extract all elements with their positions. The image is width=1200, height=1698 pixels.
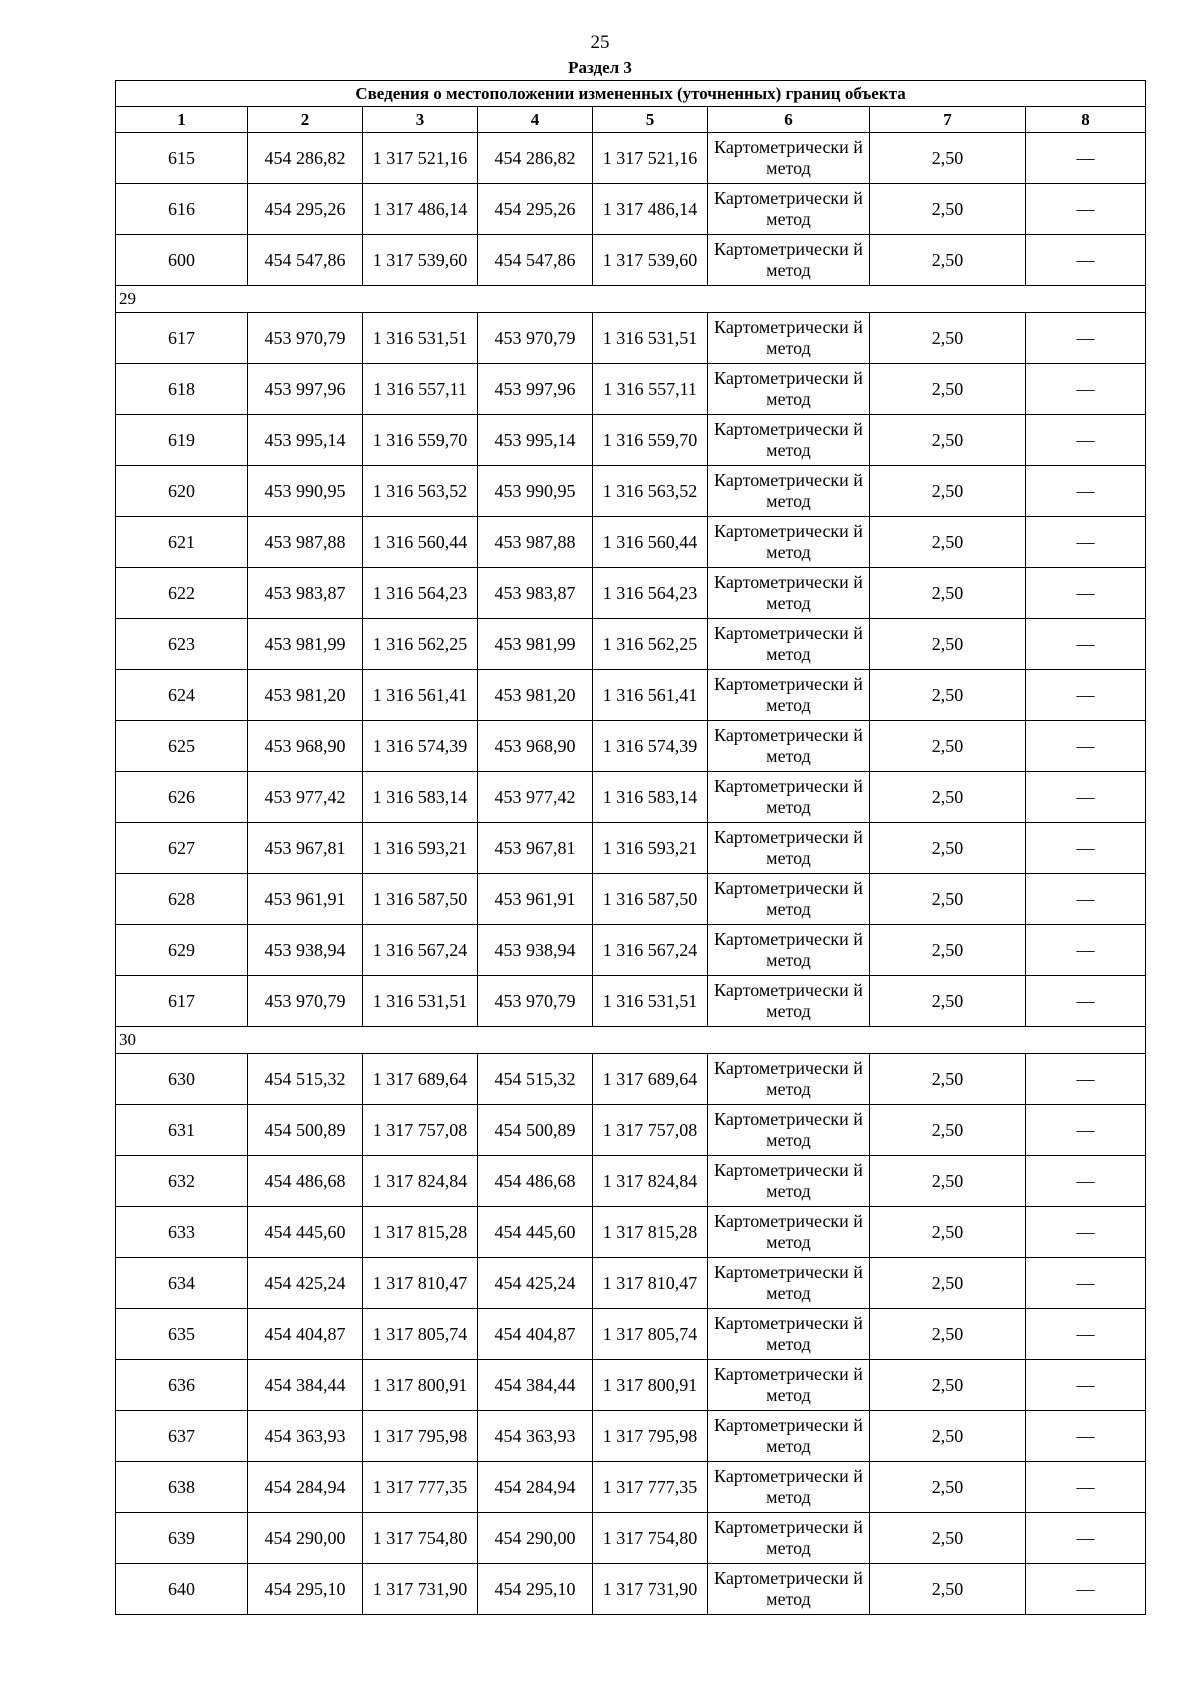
x-new-cell: 453 983,87 — [478, 568, 593, 619]
x-new-cell: 454 486,68 — [478, 1156, 593, 1207]
description-cell: — — [1026, 619, 1146, 670]
method-cell: Картометрически й метод — [708, 568, 870, 619]
point-number-cell: 621 — [116, 517, 248, 568]
contour-label-row — [116, 1027, 1146, 1054]
description-cell: — — [1026, 823, 1146, 874]
x-existing-cell: 454 290,00 — [248, 1513, 363, 1564]
table-row — [116, 364, 1146, 415]
x-existing-cell: 453 938,94 — [248, 925, 363, 976]
y-new-cell: 1 317 805,74 — [593, 1309, 708, 1360]
x-existing-cell: 454 486,68 — [248, 1156, 363, 1207]
table-row — [116, 1207, 1146, 1258]
table-row — [116, 133, 1146, 184]
description-cell: — — [1026, 1360, 1146, 1411]
y-existing-cell: 1 317 815,28 — [363, 1207, 478, 1258]
x-new-cell: 454 363,93 — [478, 1411, 593, 1462]
description-cell: — — [1026, 1156, 1146, 1207]
y-existing-cell: 1 316 559,70 — [363, 415, 478, 466]
x-new-cell: 453 967,81 — [478, 823, 593, 874]
x-new-cell: 453 990,95 — [478, 466, 593, 517]
x-existing-cell: 454 500,89 — [248, 1105, 363, 1156]
description-cell: — — [1026, 670, 1146, 721]
point-number-cell: 637 — [116, 1411, 248, 1462]
accuracy-cell: 2,50 — [870, 772, 1026, 823]
y-new-cell: 1 316 587,50 — [593, 874, 708, 925]
point-number-cell: 624 — [116, 670, 248, 721]
x-existing-cell: 454 384,44 — [248, 1360, 363, 1411]
x-new-cell: 454 284,94 — [478, 1462, 593, 1513]
table-row — [116, 619, 1146, 670]
description-cell: — — [1026, 1411, 1146, 1462]
y-existing-cell: 1 317 754,80 — [363, 1513, 478, 1564]
y-existing-cell: 1 316 583,14 — [363, 772, 478, 823]
description-cell: — — [1026, 313, 1146, 364]
description-cell: — — [1026, 517, 1146, 568]
contour-label-row — [116, 286, 1146, 313]
table-body — [116, 133, 1146, 1615]
point-number-cell: 617 — [116, 313, 248, 364]
table-row — [116, 517, 1146, 568]
table-row — [116, 184, 1146, 235]
x-new-cell: 453 997,96 — [478, 364, 593, 415]
accuracy-cell: 2,50 — [870, 1258, 1026, 1309]
column-number: 2 — [248, 107, 363, 133]
method-cell: Картометрически й метод — [708, 1105, 870, 1156]
point-number-cell: 618 — [116, 364, 248, 415]
description-cell: — — [1026, 1564, 1146, 1615]
y-new-cell: 1 316 531,51 — [593, 976, 708, 1027]
y-new-cell: 1 316 561,41 — [593, 670, 708, 721]
x-new-cell: 453 981,99 — [478, 619, 593, 670]
method-cell: Картометрически й метод — [708, 466, 870, 517]
y-existing-cell: 1 316 560,44 — [363, 517, 478, 568]
point-number-cell: 616 — [116, 184, 248, 235]
table-row — [116, 1054, 1146, 1105]
table-row — [116, 721, 1146, 772]
y-new-cell: 1 317 539,60 — [593, 235, 708, 286]
table-row — [116, 1411, 1146, 1462]
y-existing-cell: 1 317 539,60 — [363, 235, 478, 286]
description-cell: — — [1026, 1105, 1146, 1156]
y-existing-cell: 1 316 557,11 — [363, 364, 478, 415]
x-new-cell: 453 995,14 — [478, 415, 593, 466]
column-number: 1 — [116, 107, 248, 133]
accuracy-cell: 2,50 — [870, 517, 1026, 568]
x-new-cell: 454 404,87 — [478, 1309, 593, 1360]
table-row — [116, 1513, 1146, 1564]
accuracy-cell: 2,50 — [870, 874, 1026, 925]
table-row — [116, 415, 1146, 466]
y-existing-cell: 1 316 563,52 — [363, 466, 478, 517]
x-existing-cell: 454 515,32 — [248, 1054, 363, 1105]
table-row — [116, 1309, 1146, 1360]
accuracy-cell: 2,50 — [870, 976, 1026, 1027]
y-new-cell: 1 316 567,24 — [593, 925, 708, 976]
description-cell: — — [1026, 976, 1146, 1027]
point-number-cell: 629 — [116, 925, 248, 976]
accuracy-cell: 2,50 — [870, 133, 1026, 184]
accuracy-cell: 2,50 — [870, 1411, 1026, 1462]
accuracy-cell: 2,50 — [870, 364, 1026, 415]
y-existing-cell: 1 316 562,25 — [363, 619, 478, 670]
point-number-cell: 631 — [116, 1105, 248, 1156]
method-cell: Картометрически й метод — [708, 721, 870, 772]
y-new-cell: 1 317 810,47 — [593, 1258, 708, 1309]
x-existing-cell: 453 961,91 — [248, 874, 363, 925]
column-number: 5 — [593, 107, 708, 133]
method-cell: Картометрически й метод — [708, 235, 870, 286]
x-new-cell: 453 938,94 — [478, 925, 593, 976]
method-cell: Картометрически й метод — [708, 976, 870, 1027]
x-new-cell: 453 987,88 — [478, 517, 593, 568]
contour-label: 30 — [116, 1027, 1146, 1054]
x-existing-cell: 454 547,86 — [248, 235, 363, 286]
description-cell: — — [1026, 1207, 1146, 1258]
description-cell: — — [1026, 721, 1146, 772]
point-number-cell: 634 — [116, 1258, 248, 1309]
description-cell: — — [1026, 184, 1146, 235]
accuracy-cell: 2,50 — [870, 823, 1026, 874]
x-new-cell: 454 425,24 — [478, 1258, 593, 1309]
accuracy-cell: 2,50 — [870, 466, 1026, 517]
x-existing-cell: 454 445,60 — [248, 1207, 363, 1258]
y-existing-cell: 1 317 805,74 — [363, 1309, 478, 1360]
x-existing-cell: 454 284,94 — [248, 1462, 363, 1513]
description-cell: — — [1026, 415, 1146, 466]
x-new-cell: 454 515,32 — [478, 1054, 593, 1105]
y-new-cell: 1 317 795,98 — [593, 1411, 708, 1462]
method-cell: Картометрически й метод — [708, 517, 870, 568]
point-number-cell: 638 — [116, 1462, 248, 1513]
table-row — [116, 568, 1146, 619]
table-row — [116, 313, 1146, 364]
method-cell: Картометрически й метод — [708, 133, 870, 184]
y-existing-cell: 1 316 531,51 — [363, 313, 478, 364]
y-new-cell: 1 316 562,25 — [593, 619, 708, 670]
point-number-cell: 619 — [116, 415, 248, 466]
y-new-cell: 1 316 574,39 — [593, 721, 708, 772]
description-cell: — — [1026, 874, 1146, 925]
method-cell: Картометрически й метод — [708, 184, 870, 235]
y-new-cell: 1 316 559,70 — [593, 415, 708, 466]
x-new-cell: 453 970,79 — [478, 313, 593, 364]
x-existing-cell: 454 295,10 — [248, 1564, 363, 1615]
x-existing-cell: 453 995,14 — [248, 415, 363, 466]
column-number: 7 — [870, 107, 1026, 133]
x-existing-cell: 453 970,79 — [248, 313, 363, 364]
column-number: 3 — [363, 107, 478, 133]
y-existing-cell: 1 316 567,24 — [363, 925, 478, 976]
method-cell: Картометрически й метод — [708, 1156, 870, 1207]
description-cell: — — [1026, 1462, 1146, 1513]
point-number-cell: 617 — [116, 976, 248, 1027]
description-cell: — — [1026, 1309, 1146, 1360]
x-new-cell: 454 445,60 — [478, 1207, 593, 1258]
x-new-cell: 454 286,82 — [478, 133, 593, 184]
y-new-cell: 1 316 563,52 — [593, 466, 708, 517]
y-existing-cell: 1 317 824,84 — [363, 1156, 478, 1207]
point-number-cell: 620 — [116, 466, 248, 517]
y-new-cell: 1 317 754,80 — [593, 1513, 708, 1564]
point-number-cell: 626 — [116, 772, 248, 823]
table-row — [116, 874, 1146, 925]
table-row — [116, 925, 1146, 976]
y-new-cell: 1 317 815,28 — [593, 1207, 708, 1258]
description-cell: — — [1026, 568, 1146, 619]
accuracy-cell: 2,50 — [870, 1462, 1026, 1513]
x-existing-cell: 453 981,20 — [248, 670, 363, 721]
x-new-cell: 454 290,00 — [478, 1513, 593, 1564]
x-existing-cell: 453 970,79 — [248, 976, 363, 1027]
y-existing-cell: 1 317 731,90 — [363, 1564, 478, 1615]
method-cell: Картометрически й метод — [708, 619, 870, 670]
column-number: 4 — [478, 107, 593, 133]
method-cell: Картометрически й метод — [708, 925, 870, 976]
x-new-cell: 454 500,89 — [478, 1105, 593, 1156]
coordinates-table — [115, 80, 1146, 1615]
description-cell: — — [1026, 1258, 1146, 1309]
y-new-cell: 1 317 486,14 — [593, 184, 708, 235]
point-number-cell: 630 — [116, 1054, 248, 1105]
accuracy-cell: 2,50 — [870, 1360, 1026, 1411]
point-number-cell: 636 — [116, 1360, 248, 1411]
table-row — [116, 1360, 1146, 1411]
method-cell: Картометрически й метод — [708, 1258, 870, 1309]
point-number-cell: 600 — [116, 235, 248, 286]
x-existing-cell: 454 286,82 — [248, 133, 363, 184]
accuracy-cell: 2,50 — [870, 568, 1026, 619]
accuracy-cell: 2,50 — [870, 925, 1026, 976]
method-cell: Картометрически й метод — [708, 1411, 870, 1462]
table-row — [116, 823, 1146, 874]
x-new-cell: 453 970,79 — [478, 976, 593, 1027]
y-existing-cell: 1 316 531,51 — [363, 976, 478, 1027]
x-existing-cell: 453 981,99 — [248, 619, 363, 670]
y-existing-cell: 1 316 587,50 — [363, 874, 478, 925]
x-new-cell: 453 968,90 — [478, 721, 593, 772]
point-number-cell: 633 — [116, 1207, 248, 1258]
table-row — [116, 466, 1146, 517]
x-new-cell: 454 295,10 — [478, 1564, 593, 1615]
method-cell: Картометрически й метод — [708, 874, 870, 925]
y-new-cell: 1 317 757,08 — [593, 1105, 708, 1156]
method-cell: Картометрически й метод — [708, 1207, 870, 1258]
y-existing-cell: 1 317 810,47 — [363, 1258, 478, 1309]
y-new-cell: 1 317 689,64 — [593, 1054, 708, 1105]
method-cell: Картометрически й метод — [708, 772, 870, 823]
x-existing-cell: 454 295,26 — [248, 184, 363, 235]
accuracy-cell: 2,50 — [870, 1054, 1026, 1105]
y-existing-cell: 1 317 486,14 — [363, 184, 478, 235]
point-number-cell: 623 — [116, 619, 248, 670]
method-cell: Картометрически й метод — [708, 1309, 870, 1360]
x-new-cell: 453 981,20 — [478, 670, 593, 721]
method-cell: Картометрически й метод — [708, 1462, 870, 1513]
y-existing-cell: 1 317 777,35 — [363, 1462, 478, 1513]
y-existing-cell: 1 317 800,91 — [363, 1360, 478, 1411]
method-cell: Картометрически й метод — [708, 1360, 870, 1411]
x-new-cell: 454 384,44 — [478, 1360, 593, 1411]
table-row — [116, 772, 1146, 823]
accuracy-cell: 2,50 — [870, 235, 1026, 286]
accuracy-cell: 2,50 — [870, 1564, 1026, 1615]
point-number-cell: 615 — [116, 133, 248, 184]
point-number-cell: 640 — [116, 1564, 248, 1615]
y-new-cell: 1 317 800,91 — [593, 1360, 708, 1411]
y-new-cell: 1 317 824,84 — [593, 1156, 708, 1207]
x-new-cell: 454 295,26 — [478, 184, 593, 235]
x-existing-cell: 454 404,87 — [248, 1309, 363, 1360]
x-existing-cell: 453 997,96 — [248, 364, 363, 415]
y-existing-cell: 1 317 689,64 — [363, 1054, 478, 1105]
column-number: 8 — [1026, 107, 1146, 133]
accuracy-cell: 2,50 — [870, 670, 1026, 721]
accuracy-cell: 2,50 — [870, 619, 1026, 670]
point-number-cell: 639 — [116, 1513, 248, 1564]
accuracy-cell: 2,50 — [870, 1105, 1026, 1156]
point-number-cell: 628 — [116, 874, 248, 925]
method-cell: Картометрически й метод — [708, 670, 870, 721]
method-cell: Картометрически й метод — [708, 364, 870, 415]
y-new-cell: 1 316 564,23 — [593, 568, 708, 619]
table-row — [116, 976, 1146, 1027]
x-existing-cell: 453 977,42 — [248, 772, 363, 823]
accuracy-cell: 2,50 — [870, 721, 1026, 772]
y-existing-cell: 1 317 521,16 — [363, 133, 478, 184]
x-existing-cell: 454 425,24 — [248, 1258, 363, 1309]
y-existing-cell: 1 316 564,23 — [363, 568, 478, 619]
y-new-cell: 1 317 521,16 — [593, 133, 708, 184]
table-row — [116, 235, 1146, 286]
point-number-cell: 625 — [116, 721, 248, 772]
x-existing-cell: 453 967,81 — [248, 823, 363, 874]
description-cell: — — [1026, 133, 1146, 184]
method-cell: Картометрически й метод — [708, 823, 870, 874]
description-cell: — — [1026, 772, 1146, 823]
y-new-cell: 1 316 560,44 — [593, 517, 708, 568]
y-new-cell: 1 316 531,51 — [593, 313, 708, 364]
table-row — [116, 1462, 1146, 1513]
method-cell: Картометрически й метод — [708, 1054, 870, 1105]
accuracy-cell: 2,50 — [870, 313, 1026, 364]
accuracy-cell: 2,50 — [870, 415, 1026, 466]
method-cell: Картометрически й метод — [708, 415, 870, 466]
accuracy-cell: 2,50 — [870, 1156, 1026, 1207]
y-new-cell: 1 317 777,35 — [593, 1462, 708, 1513]
y-new-cell: 1 316 557,11 — [593, 364, 708, 415]
description-cell: — — [1026, 364, 1146, 415]
accuracy-cell: 2,50 — [870, 184, 1026, 235]
section-title: Раздел 3 — [568, 58, 632, 77]
x-new-cell: 454 547,86 — [478, 235, 593, 286]
table-row — [116, 1564, 1146, 1615]
table-row — [116, 670, 1146, 721]
y-existing-cell: 1 317 795,98 — [363, 1411, 478, 1462]
x-new-cell: 453 961,91 — [478, 874, 593, 925]
method-cell: Картометрически й метод — [708, 1564, 870, 1615]
x-existing-cell: 453 968,90 — [248, 721, 363, 772]
accuracy-cell: 2,50 — [870, 1207, 1026, 1258]
x-existing-cell: 454 363,93 — [248, 1411, 363, 1462]
point-number-cell: 635 — [116, 1309, 248, 1360]
table-row — [116, 1258, 1146, 1309]
y-existing-cell: 1 317 757,08 — [363, 1105, 478, 1156]
y-existing-cell: 1 316 561,41 — [363, 670, 478, 721]
description-cell: — — [1026, 235, 1146, 286]
table-caption: Сведения о местоположении измененных (уточненных) границ объекта — [116, 81, 1146, 107]
y-existing-cell: 1 316 593,21 — [363, 823, 478, 874]
column-number: 6 — [708, 107, 870, 133]
point-number-cell: 627 — [116, 823, 248, 874]
y-new-cell: 1 317 731,90 — [593, 1564, 708, 1615]
point-number-cell: 622 — [116, 568, 248, 619]
x-existing-cell: 453 987,88 — [248, 517, 363, 568]
method-cell: Картометрически й метод — [708, 1513, 870, 1564]
x-existing-cell: 453 983,87 — [248, 568, 363, 619]
table-row — [116, 1105, 1146, 1156]
accuracy-cell: 2,50 — [870, 1513, 1026, 1564]
description-cell: — — [1026, 925, 1146, 976]
accuracy-cell: 2,50 — [870, 1309, 1026, 1360]
page-number: 25 — [590, 32, 610, 53]
description-cell: — — [1026, 1513, 1146, 1564]
point-number-cell: 632 — [116, 1156, 248, 1207]
y-new-cell: 1 316 583,14 — [593, 772, 708, 823]
y-existing-cell: 1 316 574,39 — [363, 721, 478, 772]
y-new-cell: 1 316 593,21 — [593, 823, 708, 874]
x-existing-cell: 453 990,95 — [248, 466, 363, 517]
contour-label: 29 — [116, 286, 1146, 313]
x-new-cell: 453 977,42 — [478, 772, 593, 823]
method-cell: Картометрически й метод — [708, 313, 870, 364]
description-cell: — — [1026, 466, 1146, 517]
description-cell: — — [1026, 1054, 1146, 1105]
table-row — [116, 1156, 1146, 1207]
